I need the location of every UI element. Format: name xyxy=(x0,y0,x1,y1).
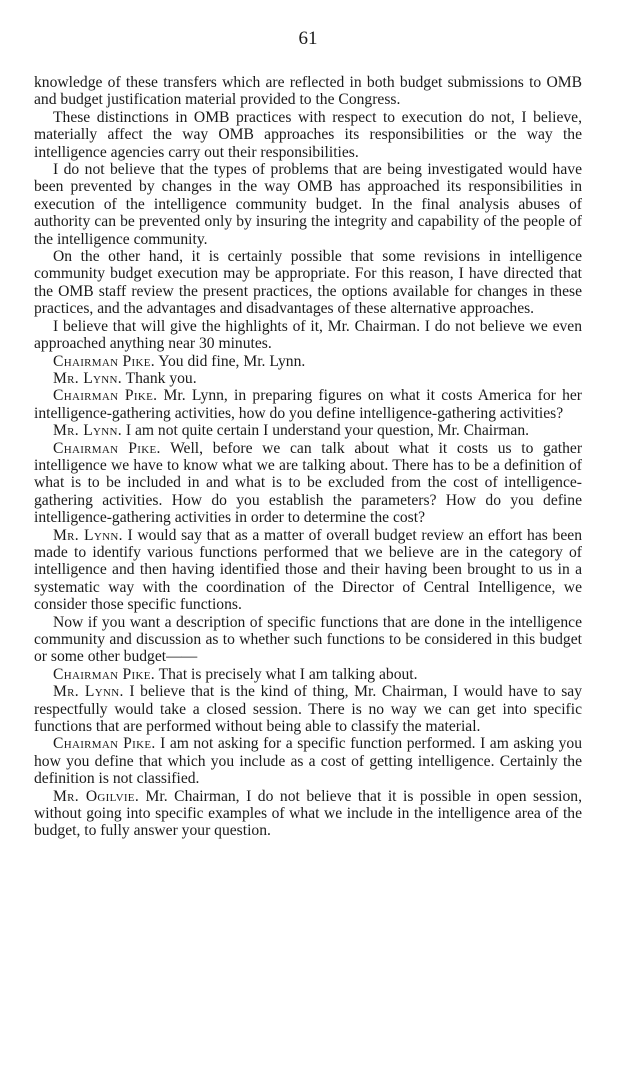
paragraph-text: I believe that will give the highlights of it, Mr. Chairman. I do not believe we even approached anything near 30 minutes. xyxy=(34,317,582,353)
paragraph xyxy=(34,248,582,318)
paragraph-text: knowledge of these transfers which are reflected in both budget submissions to OMB and budget justification material provided to the Congress. xyxy=(34,74,582,109)
speaker-name: Mr. Lynn. xyxy=(53,422,122,440)
paragraph xyxy=(34,161,582,248)
paragraph xyxy=(34,387,582,422)
paragraph-text: Mr. Lynn, in preparing figures on what it costs America for her intelligence-gathering activities, how do you define intelligence-gathering activities? xyxy=(34,387,583,422)
paragraph xyxy=(34,422,582,439)
paragraph xyxy=(34,735,582,787)
paragraph xyxy=(34,666,582,683)
paragraph xyxy=(34,614,582,666)
paragraph xyxy=(34,318,582,353)
speaker-name: Chairman Pike. xyxy=(53,352,155,370)
paragraph-text: Thank you. xyxy=(121,369,197,387)
speaker-name: Mr. Lynn. xyxy=(53,526,123,544)
paragraph-text: Well, before we can talk about what it costs us to gather intelligence we have to know what we are talking about. There has to be a definition of what is to be included in and what is to be excluded from the cost of intelligence-gathering activities. How do you establish the parameters? How do you define intelligence-gathering activities in order to determine the cost? xyxy=(34,439,583,527)
paragraph xyxy=(34,788,582,840)
paragraph-text: These distinctions in OMB practices with respect to execution do not, I believe, materially affect the way OMB approaches its responsibilities or the way the intelligence agencies carry out their responsibilities. xyxy=(34,108,582,161)
paragraph-text: On the other hand, it is certainly possible that some revisions in intelligence community budget execution may be appropriate. For this reason, I have directed that the OMB staff review the present practices, the options available for changes in these practices, and the advantages and disadvantages of these alternative approaches. xyxy=(34,248,582,318)
speaker-name: Chairman Pike. xyxy=(53,439,161,457)
paragraph xyxy=(34,527,582,614)
speaker-name: Mr. Lynn. xyxy=(53,683,124,701)
speaker-name: Chairman Pike. xyxy=(53,665,155,683)
paragraph-text: Now if you want a description of specific functions that are done in the intelligence community and discussion as to whether such functions to be considered in this budget or some other budget—— xyxy=(34,613,582,666)
speaker-name: Chairman Pike. xyxy=(53,735,156,753)
page-number: 61 xyxy=(298,28,318,49)
paragraph-text: Mr. Chairman, I do not believe that it is possible in open session, without going into specific examples of what we include in the intelligence area of the budget, to fully answer your question. xyxy=(34,787,582,840)
paragraph-text: I am not asking for a specific function performed. I am asking you how you define that which you include as a cost of getting intelligence. Certainly the definition is not classified. xyxy=(34,735,582,788)
paragraph-text: That is precisely what I am talking about. xyxy=(154,665,418,683)
paragraph-text: I believe that is the kind of thing, Mr. Chairman, I would have to say respectfully would take a closed session. There is no way we can get into specific functions that are performed without being able to classify the material. xyxy=(34,683,582,736)
paragraph xyxy=(34,683,582,735)
paragraph xyxy=(34,370,582,387)
paragraph xyxy=(34,353,582,370)
speaker-name: Mr. Lynn. xyxy=(53,369,122,387)
paragraph xyxy=(34,74,582,109)
paragraph xyxy=(34,109,582,161)
speaker-name: Mr. Ogilvie. xyxy=(53,787,140,805)
paragraph-text: I would say that as a matter of overall budget review an effort has been made to identify various functions performed that we believe are in the category of intelligence and then having identified those and their having been brought to us in a systematic way with the coordination of the Director of Central Intelligence, we consider those specific functions. xyxy=(34,526,582,614)
paragraph-text: I do not believe that the types of problems that are being investigated would have been prevented by changes in the way OMB has approached its responsibilities in execution of the intelligence community budget. In the final analysis abuses of authority can be prevented only by insuring the integrity and capability of the people of the intelligence community. xyxy=(34,161,582,248)
speaker-name: Chairman Pike. xyxy=(53,387,158,405)
document-page xyxy=(34,28,582,840)
paragraph-text: You did fine, Mr. Lynn. xyxy=(154,352,306,370)
paragraph-text: I am not quite certain I understand your question, Mr. Chairman. xyxy=(121,422,530,440)
paragraph xyxy=(34,440,582,527)
body-text xyxy=(34,74,582,840)
